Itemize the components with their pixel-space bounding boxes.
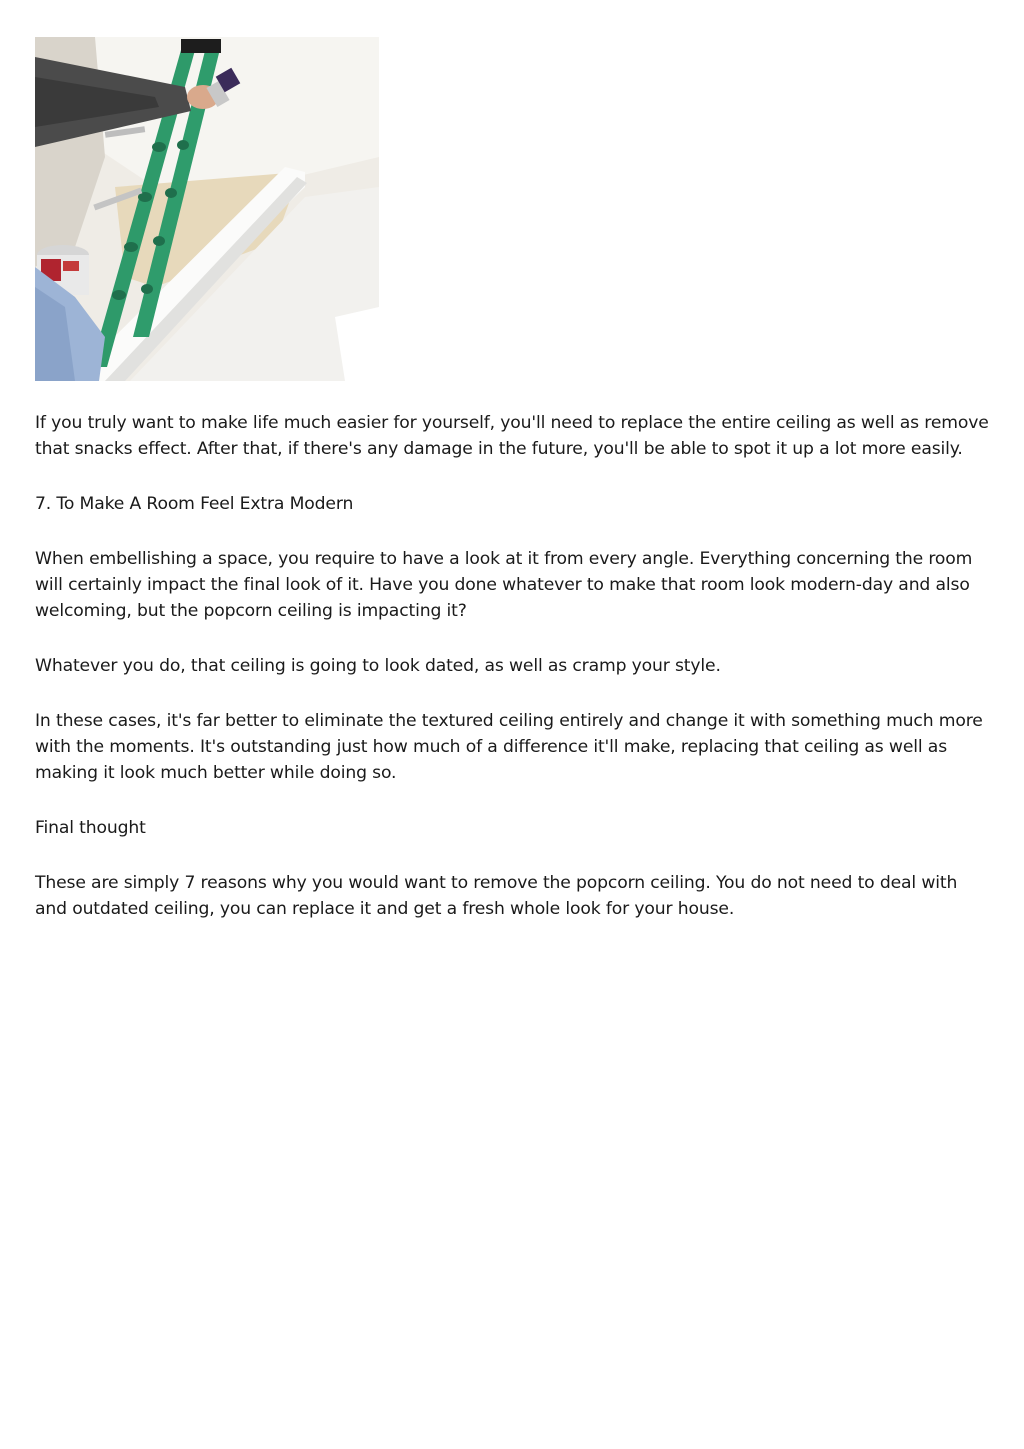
article-body <box>35 410 993 951</box>
paragraph-conclusion: These are simply 7 reasons why you would want to remove the popcorn ceiling. You do not need to deal with and outdated ceiling, you can replace it and get a fresh whole look for your house. <box>35 873 958 919</box>
section-heading-modern: 7. To Make A Room Feel Extra Modern <box>35 494 354 514</box>
paragraph-dated: Whatever you do, that ceiling is going to look dated, as well as cramp your style. <box>35 656 721 676</box>
ladder-painting-photo <box>35 37 379 381</box>
ladder-painting-icon <box>35 37 379 381</box>
paragraph-intro: If you truly want to make life much easier for yourself, you'll need to replace the entire ceiling as well as remove that snacks effect. After that, if there's any damage in the future, you'll be able to spot it up a lot more easily. <box>35 413 989 459</box>
section-heading-final: Final thought <box>35 818 146 838</box>
paragraph-embellishing: When embellishing a space, you require to have a look at it from every angle. Everything concerning the room will certainly impact the final look of it. Have you done whatever to make that room look modern-day and also welcoming, but the popcorn ceiling is impacting it? <box>35 549 973 621</box>
paragraph-cases: In these cases, it's far better to eliminate the textured ceiling entirely and change it with something much more with the moments. It's outstanding just how much of a difference it'll make, replacing that ceiling as well as making it look much better while doing so. <box>35 711 983 783</box>
